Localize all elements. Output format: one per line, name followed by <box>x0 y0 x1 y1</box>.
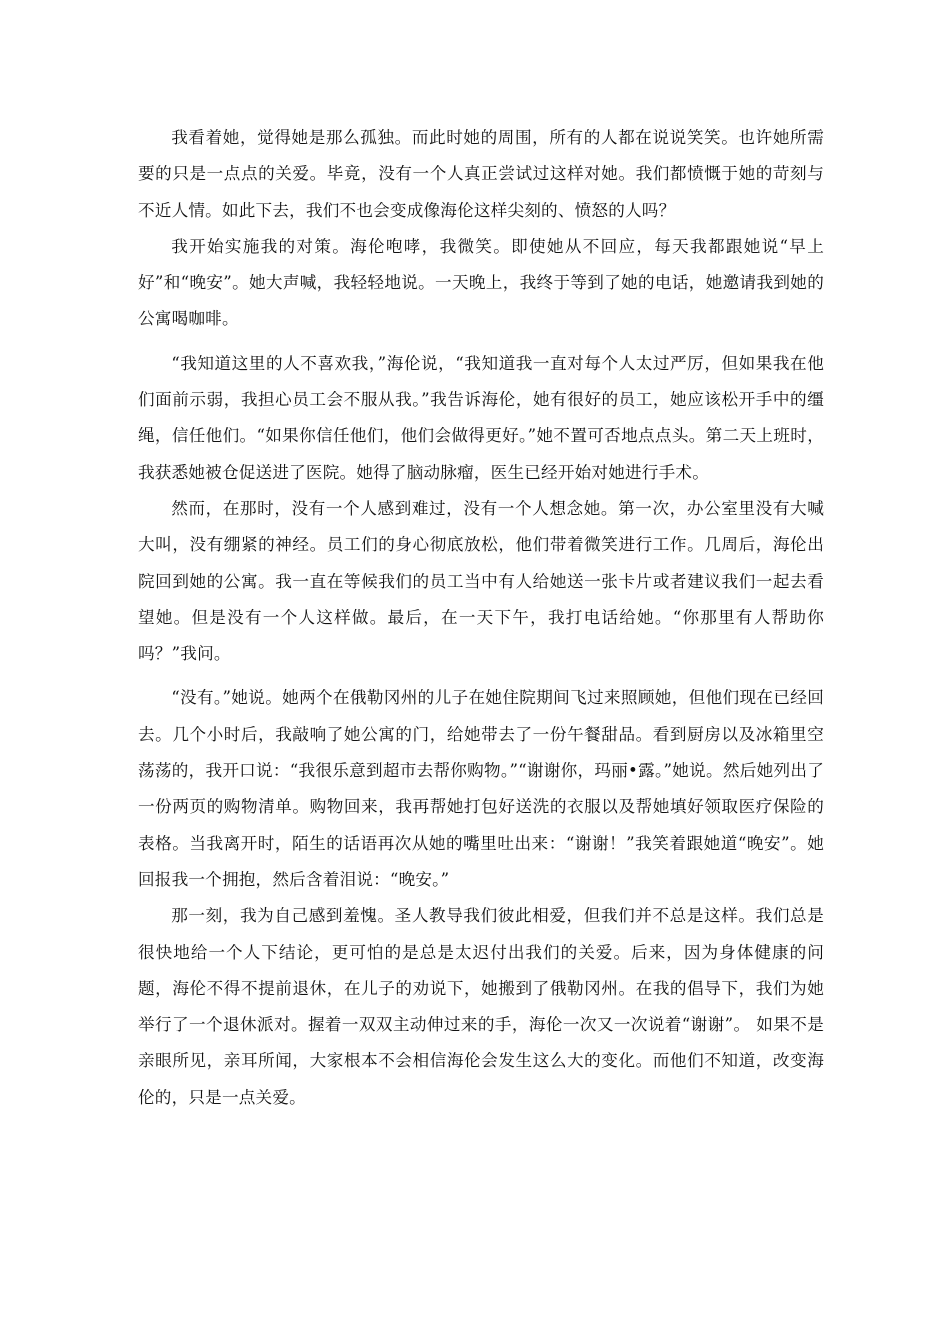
paragraph-5: “没有。”她说。她两个在俄勒冈州的儿子在她住院期间飞过来照顾她，但他们现在已经回去。几个小时后，我敲响了她公寓的门，给她带去了一份午餐甜品。看到厨房以及冰箱里空荡荡的，我开口说：“我很乐意到超市去帮你购物。”“谢谢你，玛丽•露。”她说。然后她列出了一份两页的购物清单。购物回来，我再帮她打包好送洗的衣服以及帮她填好领取医疗保险的表格。当我离开时，陌生的话语再次从她的嘴里吐出来：“谢谢！”我笑着跟她道“晚安”。她回报我一个拥抱，然后含着泪说：“晚安。” <box>138 688 824 889</box>
paragraph-4: 然而，在那时，没有一个人感到难过，没有一个人想念她。第一次，办公室里没有大喊大叫，没有绷紧的神经。员工们的身心彻底放松，他们带着微笑进行工作。几周后，海伦出院回到她的公寓。我一直在等候我们的员工当中有人给她送一张卡片或者建议我们一起去看望她。但是没有一个人这样做。最后，在一天下午，我打电话给她。“你那里有人帮助你吗？”我问。 <box>138 498 824 664</box>
paragraph-3: “我知道这里的人不喜欢我，”海伦说，“我知道我一直对每个人太过严厉，但如果我在他们面前示弱，我担心员工会不服从我。”我告诉海伦，她有很好的员工，她应该松开手中的缰绳，信任他们。“如果你信任他们，他们会做得更好。”她不置可否地点点头。第二天上班时，我获悉她被仓促送进了医院。她得了脑动脉瘤，医生已经开始对她进行手术。 <box>138 353 824 482</box>
paragraph-1: 我看着她，觉得她是那么孤独。而此时她的周围，所有的人都在说说笑笑。也许她所需要的只是一点点的关爱。毕竟，没有一个人真正尝试过这样对她。我们都愤慨于她的苛刻与不近人情。如此下去，我们不也会变成像海伦这样尖刻的、愤怒的人吗？ <box>138 128 824 220</box>
paragraph-6: 那一刻，我为自己感到羞愧。圣人教导我们彼此相爱，但我们并不总是这样。我们总是很快地给一个人下结论，更可怕的是总是太迟付出我们的关爱。后来，因为身体健康的问题，海伦不得不提前退休，在儿子的劝说下，她搬到了俄勒冈州。在我的倡导下，我们为她举行了一个退休派对。握着一双双主动伸过来的手，海伦一次又一次说着“谢谢”。 如果不是亲眼所见，亲耳所闻，大家根本不会相信海伦会发生这么大的变化。而他们不知道，改变海伦的，只是一点关爱。 <box>138 906 824 1107</box>
paragraph-2: 我开始实施我的对策。海伦咆哮，我微笑。即使她从不回应，每天我都跟她说“早上好”和“晚安”。她大声喊，我轻轻地说。一天晚上，我终于等到了她的电话，她邀请我到她的公寓喝咖啡。 <box>138 236 824 329</box>
document-page <box>138 120 824 1116</box>
